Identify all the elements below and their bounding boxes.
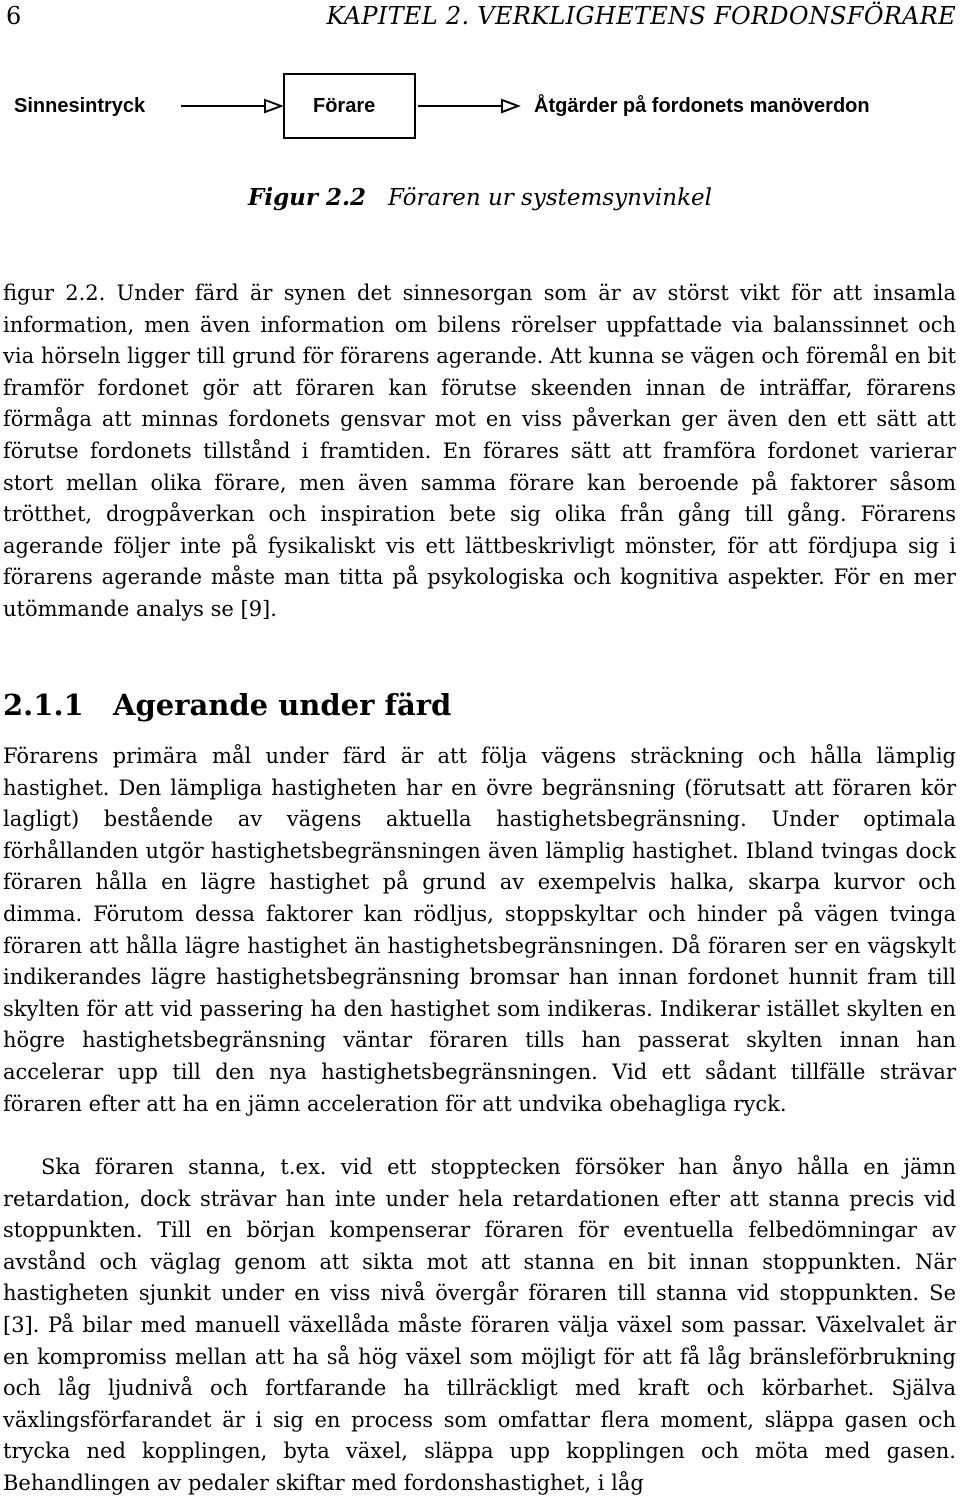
page-number: 6 xyxy=(6,2,22,30)
diagram-box-label: Förare xyxy=(313,95,376,117)
arrow-input xyxy=(181,100,281,112)
page-header xyxy=(6,0,956,32)
figure-caption xyxy=(0,183,960,213)
paragraph-1: figur 2.2. Under färd är synen det sinnesorgan som är av störst vikt för att insamla information, men även information om bilens rörelser uppfattade via balanssinnet och via hörseln ligger till grund för förarens agerande. Att kunna se vägen och föremål en bit framför fordonet gör att föraren kan förutse skeenden innan de inträffar, förarens förmåga att minnas fordonets gensvar mot en viss påverkan ger även den ett sätt att förutse fordonets tillstånd i framtiden. En förares sätt att framföra fordonet varierar stort mellan olika förare, men även samma förare kan beroende på faktorer såsom trötthet, drogpåverkan och inspiration bete sig olika från gång till gång. Förarens agerande följer inte på fysikaliskt vis ett lättbeskrivligt mönster, för att fördjupa sig i förarens agerande måste man titta på psykologiska och kognitiva aspekter. För en mer utömmande analys se [9]. xyxy=(3,281,956,621)
paragraph-3: Ska föraren stanna, t.ex. vid ett stopptecken försöker han ånyo hålla en jämn retardation, dock strävar han inte under hela retardationen efter att stanna precis vid stoppunkten. Till en början kompenserar föraren för eventuella felbedömningar av avstånd och väglag genom att sikta mot att stanna en bit innan stoppunkten. När hastigheten sjunkit under en viss nivå övergår föraren till stanna vid stoppunkten. Se [3]. På bilar med manuell växellåda måste föraren välja växel som passar. Växelvalet är en kompromiss mellan att ha så hög växel som möjligt för att få låg bränsleförbrukning och låg ljudnivå och fortfarande ha tillräckligt med kraft och körbarhet. Själva växlingsförfarandet är i sig en process som omfattar flera moment, släppa gasen och trycka ned kopplingen, byta växel, släppa upp kopplingen och möta med gasen. Behandlingen av pedaler skiftar med fordonshastighet, i låg xyxy=(3,1155,956,1495)
section-number: 2.1.1 xyxy=(3,688,84,722)
running-head: KAPITEL 2. VERKLIGHETENS FORDONSFÖRARE xyxy=(326,2,956,30)
section-heading xyxy=(3,685,956,725)
diagram-output-label: Åtgärder på fordonets manöverdon xyxy=(534,95,870,117)
paragraph-2: Förarens primära mål under färd är att följa vägens sträckning och hålla lämplig hastighet. Den lämpliga hastigheten har en övre begränsning (förutsatt att föraren kör lagligt) bestående av vägens aktuella hastighetsbegränsning. Under optimala förhållanden utgör hastighetsbegränsningen även lämplig hastighet. Ibland tvingas dock föraren hålla en lägre hastighet på grund av exempelvis halka, skarpa kurvor och dimma. Förutom dessa faktorer kan rödljus, stoppskyltar och hinder på vägen tvinga föraren att hålla lägre hastighet än hastighetsbegränsningen. Då föraren ser en vägskylt indikerandes lägre hastighetsbegränsning bromsar han innan fordonet hunnit fram till skylten för att vid passering ha den hastighet som indikeras. Indikerar istället skylten en högre hastighetsbegränsning väntar föraren tills han passerat skylten innan han accelerar upp till den nya hastighetsbegränsningen. Vid ett sådant tillfälle strävar föraren efter att ha en jämn acceleration för att undvika obehagliga ryck. xyxy=(3,744,956,1116)
diagram-input-label: Sinnesintryck xyxy=(14,95,146,117)
figure-block-diagram xyxy=(0,60,960,160)
section-title: Agerande under färd xyxy=(113,688,452,722)
caption-text: Föraren ur systemsynvinkel xyxy=(387,185,712,211)
arrow-output xyxy=(418,100,518,112)
caption-number: Figur 2.2 xyxy=(248,184,367,211)
